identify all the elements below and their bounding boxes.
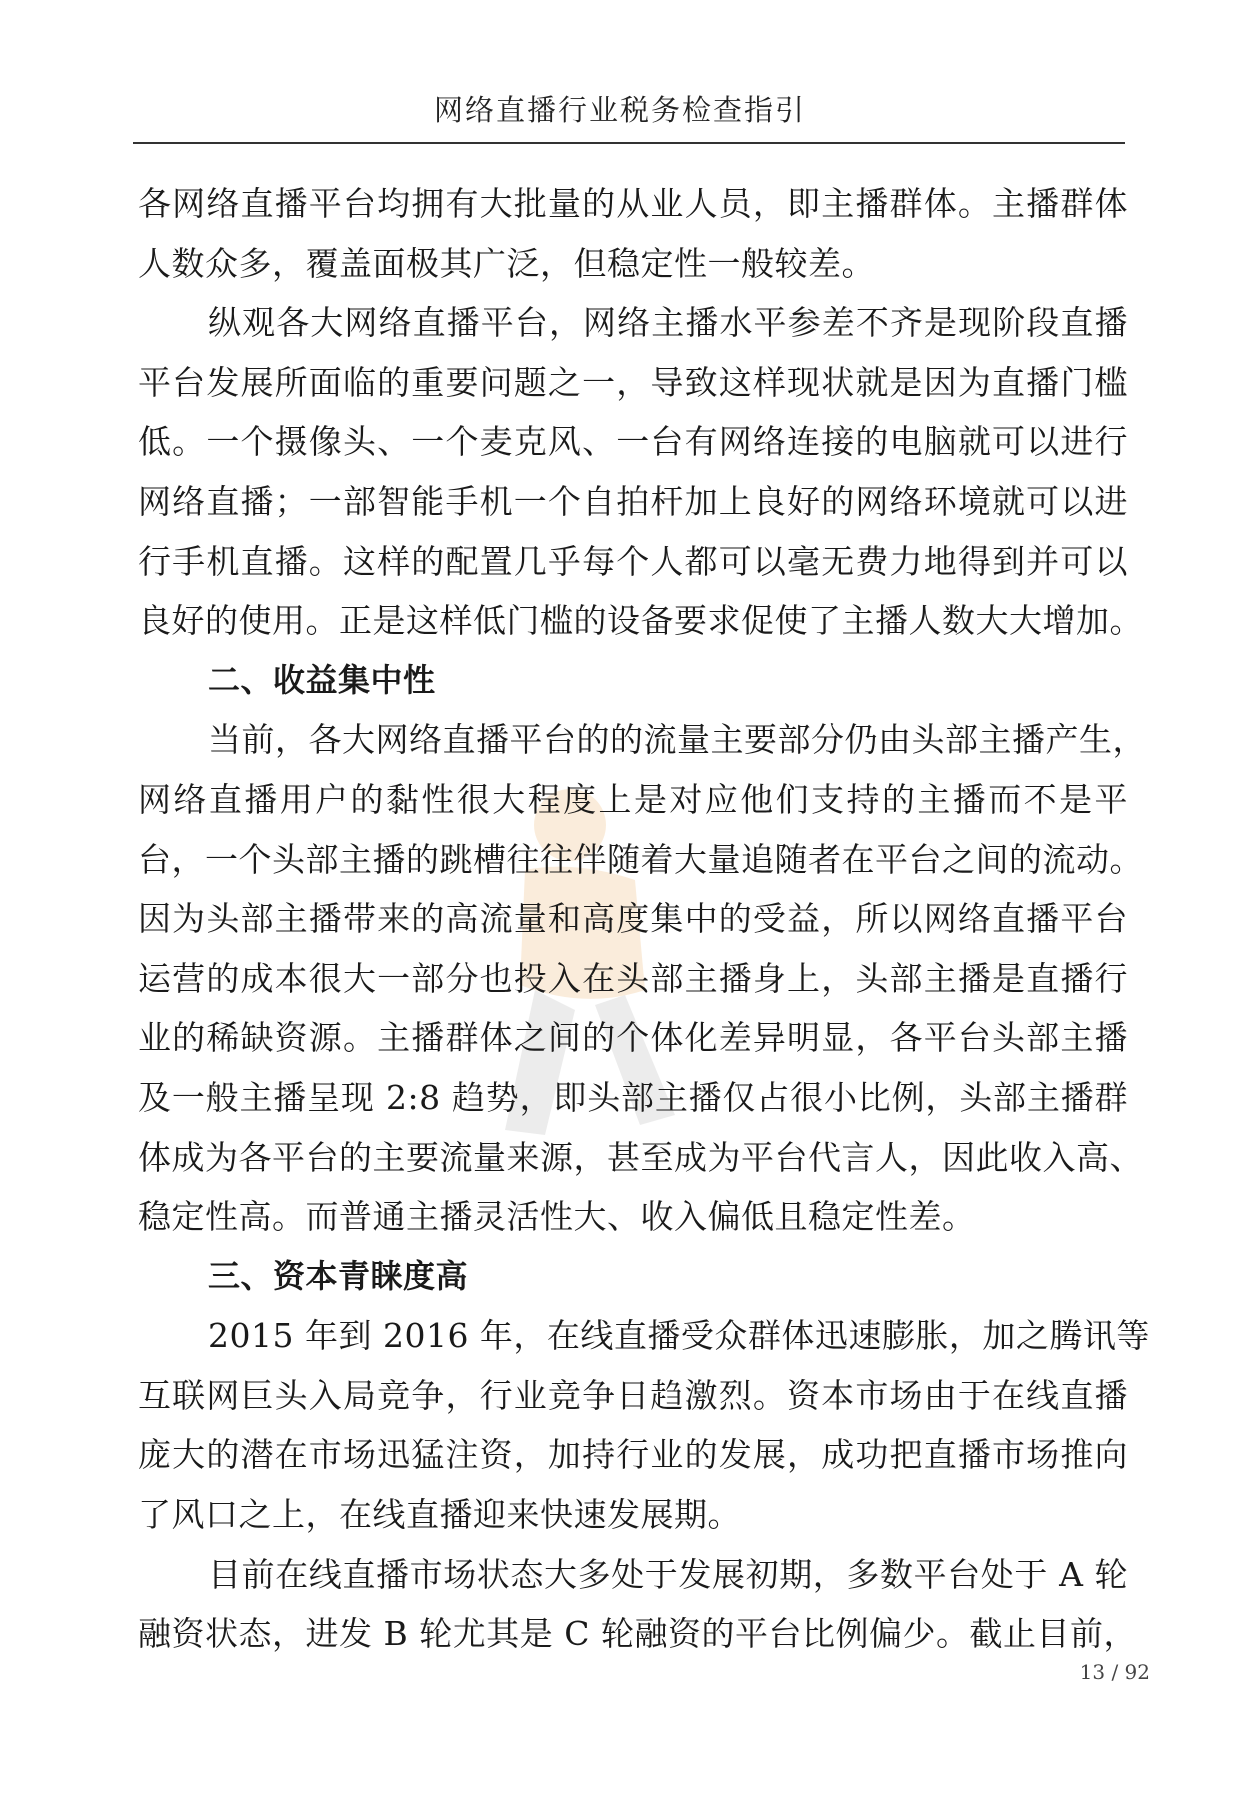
page-number: 13 / 92 [1079, 1660, 1150, 1684]
paragraph-line: 融资状态，进发 B 轮尤其是 C 轮融资的平台比例偏少。截止目前， [138, 1614, 1137, 1654]
paragraph-line: 运营的成本很大一部分也投入在头部主播身上，头部主播是直播行 [138, 958, 1128, 998]
paragraph-line: 因为头部主播带来的高流量和高度集中的受益，所以网络直播平台 [138, 899, 1128, 939]
paragraph-line: 网络直播；一部智能手机一个自拍杆加上良好的网络环境就可以进 [138, 481, 1128, 521]
paragraph-line: 2015 年到 2016 年，在线直播受众群体迅速膨胀，加之腾讯等 [208, 1316, 1150, 1356]
paragraph-line: 人数众多，覆盖面极其广泛，但稳定性一般较差。 [138, 243, 875, 283]
header-divider [133, 142, 1125, 144]
paragraph-line: 纵观各大网络直播平台，网络主播水平参差不齐是现阶段直播 [208, 303, 1128, 343]
paragraph-line: 及一般主播呈现 2:8 趋势，即头部主播仅占很小比例，头部主播群 [138, 1077, 1128, 1117]
paragraph-line: 良好的使用。正是这样低门槛的设备要求促使了主播人数大大增加。 [138, 601, 1143, 641]
paragraph-line: 目前在线直播市场状态大多处于发展初期，多数平台处于 A 轮 [208, 1554, 1128, 1594]
paragraph-line: 平台发展所面临的重要问题之一，导致这样现状就是因为直播门槛 [138, 362, 1128, 402]
paragraph-line: 了风口之上，在线直播迎来快速发展期。 [138, 1495, 741, 1535]
page-header-title: 网络直播行业税务检查指引 [433, 93, 806, 127]
section-heading: 二、收益集中性 [208, 660, 436, 699]
section-heading: 三、资本青睐度高 [208, 1256, 469, 1295]
paragraph-line: 庞大的潜在市场迅猛注资，加持行业的发展，成功把直播市场推向 [138, 1435, 1128, 1475]
paragraph-line: 各网络直播平台均拥有大批量的从业人员，即主播群体。主播群体 [138, 184, 1128, 223]
paragraph-line: 体成为各平台的主要流量来源，甚至成为平台代言人，因此收入高、 [138, 1137, 1143, 1177]
paragraph-line: 稳定性高。而普通主播灵活性大、收入偏低且稳定性差。 [138, 1197, 976, 1237]
body-text [138, 174, 1150, 1664]
paragraph-line: 台，一个头部主播的跳槽往往伴随着大量追随者在平台之间的流动。 [138, 839, 1143, 879]
paragraph-line: 低。一个摄像头、一个麦克风、一台有网络连接的电脑就可以进行 [138, 422, 1128, 462]
paragraph-line: 行手机直播。这样的配置几乎每个人都可以毫无费力地得到并可以 [138, 541, 1128, 581]
paragraph-line: 业的稀缺资源。主播群体之间的个体化差异明显，各平台头部主播 [138, 1018, 1128, 1058]
paragraph-line: 网络直播用户的黏性很大程度上是对应他们支持的主播而不是平 [138, 779, 1128, 819]
paragraph-line: 互联网巨头入局竞争，行业竞争日趋激烈。资本市场由于在线直播 [138, 1375, 1128, 1415]
paragraph-line: 当前，各大网络直播平台的的流量主要部分仍由头部主播产生， [208, 720, 1146, 760]
